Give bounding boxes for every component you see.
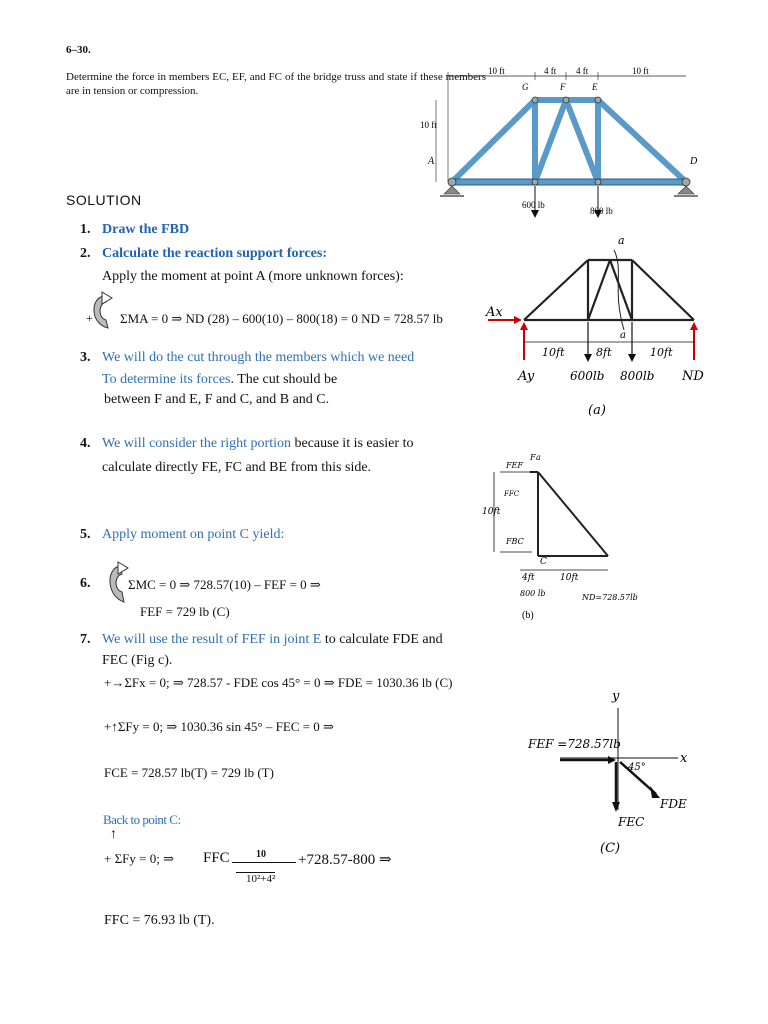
fbd-a-dim-3: 10ft xyxy=(650,346,673,359)
equation-point-c: + ΣFy = 0; ⇒ xyxy=(104,851,174,866)
step-1: 1. Draw the FBD xyxy=(80,222,190,237)
dim-10ft-left: 10 ft xyxy=(488,66,505,76)
fbd-b-caption: (b) xyxy=(522,610,534,620)
dim-10ft-right: 10 ft xyxy=(632,66,649,76)
fbd-c-fde: FDE xyxy=(660,797,687,811)
truss-members xyxy=(452,100,686,182)
fbd-a-figure xyxy=(484,230,724,420)
solution-heading: SOLUTION xyxy=(66,192,142,208)
label-a: A xyxy=(428,156,435,167)
fbd-b-f: F xyxy=(530,453,536,462)
fbd-b-load: 800 lb xyxy=(520,589,546,598)
back-to-point-c: Back to point C: xyxy=(103,812,181,827)
up-arrow-icon: ↑ xyxy=(110,827,117,842)
fbd-a-cut-top: a xyxy=(618,234,625,247)
step-4-line2: calculate directly FE, FC and BE from this side. xyxy=(102,460,372,475)
fbd-b-height: 10ft xyxy=(482,507,501,517)
fbd-a-load-600: 600lb xyxy=(570,369,605,383)
fbd-c-fef: FEF =728.57lb xyxy=(528,737,621,751)
equation-moment-c: ΣMC = 0 ⇒ 728.57(10) – FEF = 0 ⇒ xyxy=(128,577,321,592)
fraction-bar xyxy=(232,862,296,863)
equation-moment-a: ΣMA = 0 ⇒ ND (28) – 600(10) – 800(18) = 0 ND = 728.57 lb xyxy=(120,311,443,326)
fbd-a-dim-2: 8ft xyxy=(596,346,612,359)
label-f: F xyxy=(560,82,566,92)
label-d: D xyxy=(690,156,698,167)
moment-arrow-icon xyxy=(84,290,124,334)
dim-4ft-b: 4 ft xyxy=(576,66,589,76)
dim-height: 10 ft xyxy=(420,120,437,130)
step-3-line3: between F and E, F and C, and B and C. xyxy=(104,392,330,407)
fbd-a-load-800: 800lb xyxy=(620,369,655,383)
step-7-line2: FEC (Fig c). xyxy=(102,653,173,668)
fbd-b-a: a xyxy=(536,453,541,462)
fbd-b-fef: FEF xyxy=(506,461,523,470)
bridge-truss-figure xyxy=(418,62,718,222)
fraction-denominator: 10²+4² xyxy=(236,872,275,885)
problem-number: 6–30. xyxy=(66,44,91,56)
fbd-a-ax: Ax xyxy=(486,305,503,320)
step-6-num: 6. xyxy=(80,576,91,591)
fbd-c-axis-y: y xyxy=(612,689,620,704)
result-fce: FCE = 728.57 lb(T) = 729 lb (T) xyxy=(104,765,274,780)
equation-sum-fx: +→ΣFx = 0; ⇒ 728.57 - FDE cos 45° = 0 ⇒ FDE = 1030.36 lb (C) xyxy=(104,675,453,690)
fbd-c-axis-x: x xyxy=(680,751,688,766)
dim-4ft-a: 4 ft xyxy=(544,66,557,76)
fbd-b-dim-4: 4ft xyxy=(522,573,535,583)
step-3-line2: To determine its forces. The cut should be xyxy=(102,372,338,387)
step-2-sub: Apply the moment at point A (more unknown forces): xyxy=(102,269,404,284)
label-g: G xyxy=(522,82,529,92)
fbd-a-nd: ND xyxy=(682,369,704,384)
equation-ffc: FFC xyxy=(203,850,230,866)
step-4: 4. We will consider the right portion because it is easier to xyxy=(80,436,414,451)
fbd-a-cut-bottom: a xyxy=(620,330,626,341)
fbd-c-angle: 45° xyxy=(628,762,646,773)
svg-text:+: + xyxy=(86,311,93,325)
fbd-c-fec: FEC xyxy=(618,815,645,829)
fraction-numerator: 10 xyxy=(256,849,266,860)
fbd-b-figure xyxy=(480,448,650,620)
result-fef: FEF = 729 lb (C) xyxy=(140,604,230,619)
step-2: 2. Calculate the reaction support forces: xyxy=(80,246,327,261)
step-5: 5. Apply moment on point C yield: xyxy=(80,527,285,542)
problem-statement: Determine the force in members EC, EF, and FC of the bridge truss and state if these members are in tension or compression. xyxy=(66,71,486,97)
step-7: 7. We will use the result of FEF in joint E to calculate FDE and xyxy=(80,632,443,647)
fbd-b-nd: ND=728.57lb xyxy=(582,593,638,602)
fbd-a-ay: Ay xyxy=(518,369,535,384)
final-result: FFC = 76.93 lb (T). xyxy=(104,913,215,928)
fbd-a-dim-1: 10ft xyxy=(542,346,565,359)
fbd-c-caption: (C) xyxy=(600,841,621,856)
fbd-b-dim-10: 10ft xyxy=(560,573,579,583)
fbd-b-ffc: FFC xyxy=(504,490,520,498)
fbd-a-caption: (a) xyxy=(588,403,606,418)
step-3: 3. We will do the cut through the members which we need xyxy=(80,350,415,365)
equation-sum-fy: +↑ΣFy = 0; ⇒ 1030.36 sin 45° – FEC = 0 ⇒ xyxy=(104,719,334,734)
fbd-b-fbc: FBC xyxy=(506,537,524,546)
equation-c-right: +728.57-800 ⇒ xyxy=(298,852,392,868)
label-e: E xyxy=(592,82,598,92)
load-800: 800 lb xyxy=(590,206,613,216)
fbd-b-c: C xyxy=(540,557,547,567)
fbd-c-figure xyxy=(520,686,720,856)
load-600: 600 lb xyxy=(522,200,545,210)
